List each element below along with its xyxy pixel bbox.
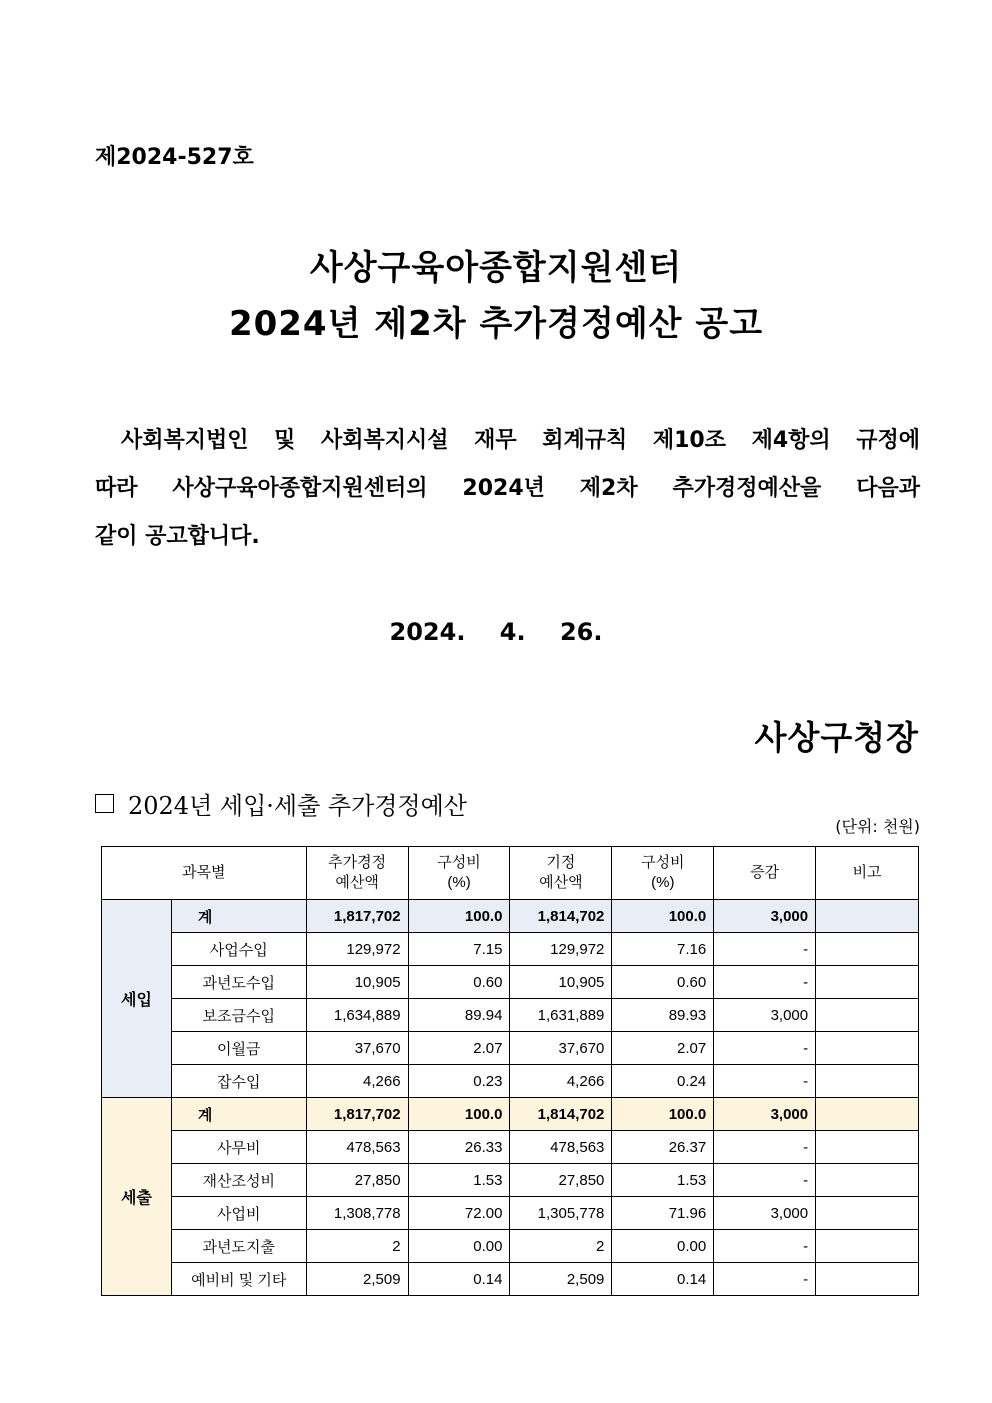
cell-prev-budget: 4,266	[510, 1065, 612, 1098]
cell-change: -	[714, 1032, 816, 1065]
cell-change: 3,000	[714, 999, 816, 1032]
cell-supp-budget: 2	[306, 1230, 408, 1263]
cell-supp-ratio: 100.0	[408, 900, 510, 933]
cell-note	[816, 1230, 919, 1263]
cell-prev-budget: 1,631,889	[510, 999, 612, 1032]
header-prev-budget: 기정 예산액	[510, 847, 612, 900]
table-row	[102, 1032, 919, 1065]
cell-prev-ratio: 0.00	[612, 1230, 714, 1263]
cell-prev-ratio: 71.96	[612, 1197, 714, 1230]
body-line: 사회복지법인 및 사회복지시설 재무 회계규칙 제10조 제4항의 규정에	[121, 428, 920, 453]
announcement-body	[95, 417, 920, 561]
cell-change: 3,000	[714, 900, 816, 933]
cell-subject: 보조금수입	[171, 999, 306, 1032]
body-line: 따라 사상구육아종합지원센터의 2024년 제2차 추가경정예산을 다음과	[95, 476, 920, 501]
cell-subject: 사업비	[171, 1197, 306, 1230]
cell-supp-budget: 1,817,702	[306, 1098, 408, 1131]
cell-supp-ratio: 26.33	[408, 1131, 510, 1164]
header-subject: 과목별	[102, 847, 307, 900]
cell-change: -	[714, 1164, 816, 1197]
group-label-income: 세입	[102, 900, 172, 1098]
cell-subject: 잡수입	[171, 1065, 306, 1098]
cell-supp-budget: 2,509	[306, 1263, 408, 1296]
header-row	[102, 847, 919, 900]
cell-note	[816, 1164, 919, 1197]
cell-supp-budget: 10,905	[306, 966, 408, 999]
table-row	[102, 966, 919, 999]
cell-prev-ratio: 26.37	[612, 1131, 714, 1164]
cell-prev-ratio: 100.0	[612, 900, 714, 933]
table-row	[102, 999, 919, 1032]
cell-subject: 사무비	[171, 1131, 306, 1164]
table-total-row	[102, 1098, 919, 1131]
header-change: 증감	[714, 847, 816, 900]
table-total-row	[102, 900, 919, 933]
header-supp-ratio: 구성비 (%)	[408, 847, 510, 900]
cell-prev-budget: 1,814,702	[510, 900, 612, 933]
cell-subject: 과년도수입	[171, 966, 306, 999]
cell-prev-budget: 27,850	[510, 1164, 612, 1197]
cell-supp-budget: 1,817,702	[306, 900, 408, 933]
cell-supp-budget: 27,850	[306, 1164, 408, 1197]
cell-supp-budget: 4,266	[306, 1065, 408, 1098]
cell-supp-ratio: 0.14	[408, 1263, 510, 1296]
cell-subject: 사업수입	[171, 933, 306, 966]
cell-prev-ratio: 0.14	[612, 1263, 714, 1296]
cell-prev-budget: 2	[510, 1230, 612, 1263]
section-heading	[95, 786, 467, 821]
cell-change: -	[714, 1065, 816, 1098]
table-row	[102, 933, 919, 966]
cell-prev-budget: 10,905	[510, 966, 612, 999]
cell-supp-ratio: 0.23	[408, 1065, 510, 1098]
cell-change: -	[714, 933, 816, 966]
cell-prev-ratio: 0.60	[612, 966, 714, 999]
cell-change: -	[714, 966, 816, 999]
page-title-line1: 사상구육아종합지원센터	[309, 248, 683, 288]
table-row	[102, 1065, 919, 1098]
cell-subject: 이월금	[171, 1032, 306, 1065]
cell-note	[816, 1098, 919, 1131]
cell-prev-ratio: 0.24	[612, 1065, 714, 1098]
cell-supp-ratio: 72.00	[408, 1197, 510, 1230]
cell-supp-ratio: 1.53	[408, 1164, 510, 1197]
cell-change: 3,000	[714, 1197, 816, 1230]
table-row	[102, 1263, 919, 1296]
cell-subject: 재산조성비	[171, 1164, 306, 1197]
table-row	[102, 1164, 919, 1197]
cell-supp-ratio: 100.0	[408, 1098, 510, 1131]
announcement-date: 2024. 4. 26.	[389, 618, 603, 646]
cell-note	[816, 966, 919, 999]
cell-subject: 계	[171, 900, 306, 933]
cell-note	[816, 1197, 919, 1230]
cell-supp-ratio: 7.15	[408, 933, 510, 966]
cell-prev-ratio: 89.93	[612, 999, 714, 1032]
cell-prev-budget: 2,509	[510, 1263, 612, 1296]
cell-supp-budget: 1,308,778	[306, 1197, 408, 1230]
cell-subject: 과년도지출	[171, 1230, 306, 1263]
header-supp-budget: 추가경정 예산액	[306, 847, 408, 900]
cell-change: -	[714, 1131, 816, 1164]
cell-note	[816, 1263, 919, 1296]
cell-prev-ratio: 7.16	[612, 933, 714, 966]
cell-subject: 예비비 및 기타	[171, 1263, 306, 1296]
cell-prev-budget: 1,814,702	[510, 1098, 612, 1131]
cell-supp-ratio: 89.94	[408, 999, 510, 1032]
cell-note	[816, 1032, 919, 1065]
cell-change: -	[714, 1263, 816, 1296]
cell-supp-ratio: 2.07	[408, 1032, 510, 1065]
cell-prev-ratio: 1.53	[612, 1164, 714, 1197]
cell-note	[816, 1065, 919, 1098]
cell-supp-ratio: 0.00	[408, 1230, 510, 1263]
cell-note	[816, 999, 919, 1032]
cell-supp-ratio: 0.60	[408, 966, 510, 999]
table-row	[102, 1230, 919, 1263]
cell-prev-budget: 37,670	[510, 1032, 612, 1065]
cell-note	[816, 933, 919, 966]
cell-prev-budget: 129,972	[510, 933, 612, 966]
budget-table	[101, 846, 919, 1296]
cell-prev-budget: 478,563	[510, 1131, 612, 1164]
cell-note	[816, 900, 919, 933]
checkbox-icon	[95, 794, 114, 813]
section-title: 2024년 세입·세출 추가경정예산	[128, 792, 467, 820]
cell-supp-budget: 478,563	[306, 1131, 408, 1164]
header-prev-ratio: 구성비 (%)	[612, 847, 714, 900]
table-row	[102, 1197, 919, 1230]
cell-prev-ratio: 2.07	[612, 1032, 714, 1065]
cell-change: 3,000	[714, 1098, 816, 1131]
page-title-line2: 2024년 제2차 추가경정예산 공고	[228, 304, 764, 344]
cell-note	[816, 1131, 919, 1164]
unit-label: (단위: 천원)	[835, 817, 920, 836]
header-note: 비고	[816, 847, 919, 900]
signer: 사상구청장	[754, 718, 919, 757]
cell-supp-budget: 37,670	[306, 1032, 408, 1065]
cell-prev-budget: 1,305,778	[510, 1197, 612, 1230]
body-line: 같이 공고합니다.	[95, 524, 260, 549]
cell-supp-budget: 129,972	[306, 933, 408, 966]
table-row	[102, 1131, 919, 1164]
cell-subject: 계	[171, 1098, 306, 1131]
notice-number: 제2024-527호	[95, 145, 254, 170]
cell-prev-ratio: 100.0	[612, 1098, 714, 1131]
group-label-expense: 세출	[102, 1098, 172, 1296]
cell-change: -	[714, 1230, 816, 1263]
cell-supp-budget: 1,634,889	[306, 999, 408, 1032]
